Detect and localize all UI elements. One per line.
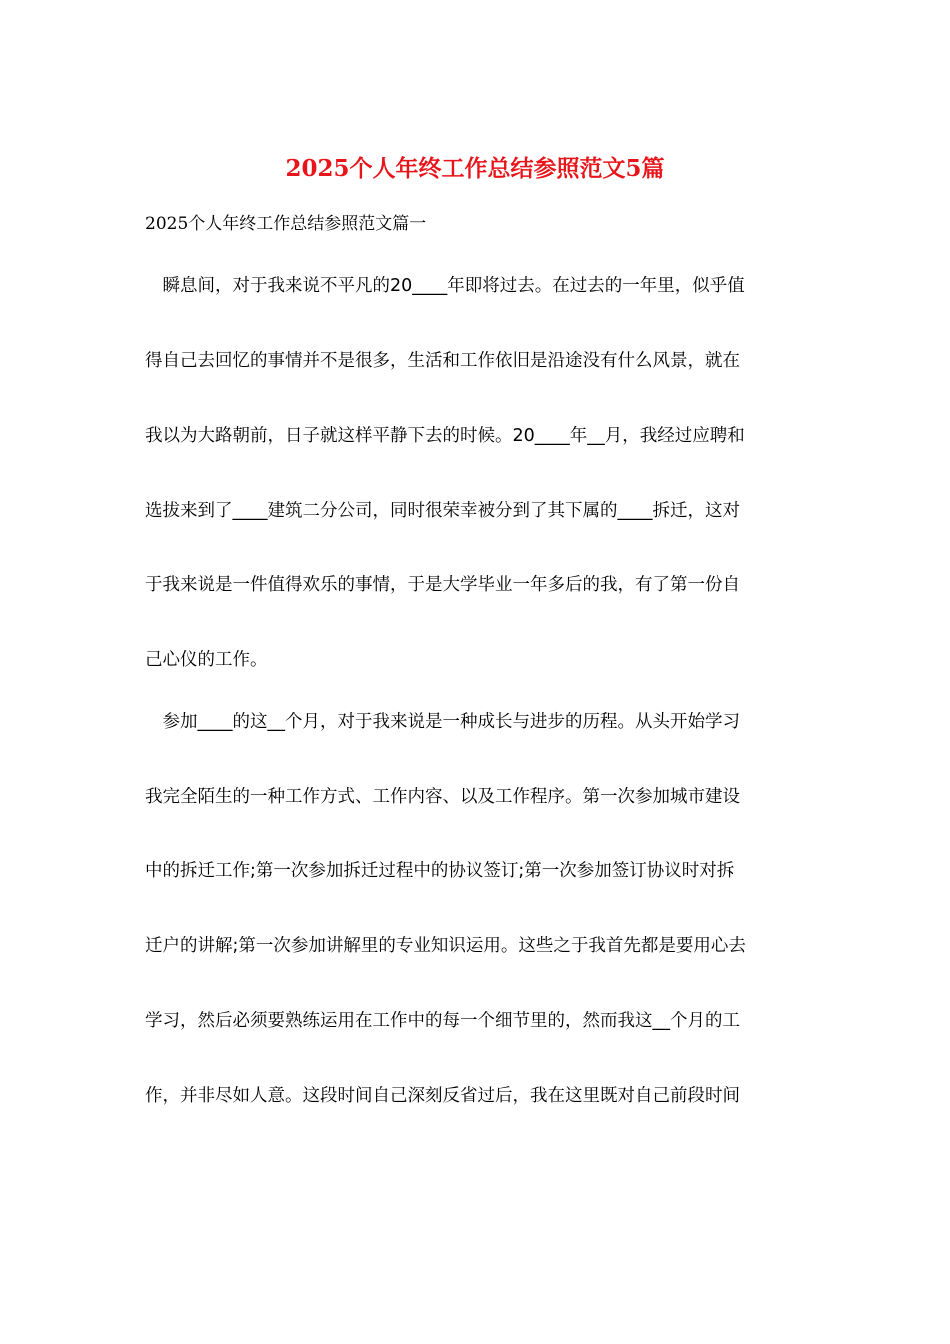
section-heading: 2025个人年终工作总结参照范文篇一 (145, 214, 427, 234)
paragraph-line: 得自己去回忆的事情并不是很多，生活和工作依旧是沿途没有什么风景，就在 (145, 351, 740, 371)
paragraph-line: 我完全陌生的一种工作方式、工作内容、以及工作程序。第一次参加城市建设 (145, 787, 740, 807)
paragraph-line: 于我来说是一件值得欢乐的事情，于是大学毕业一年多后的我，有了第一份自 (145, 575, 740, 595)
paragraph-line: 中的拆迁工作;第一次参加拆迁过程中的协议签订;第一次参加签订协议时对拆 (145, 861, 735, 881)
paragraph-line: 我以为大路朝前，日子就这样平静下去的时候。20____年__月，我经过应聘和 (145, 426, 745, 446)
paragraph-line: 选拔来到了____建筑二分公司，同时很荣幸被分到了其下属的____拆迁，这对 (145, 501, 740, 521)
paragraph-line: 瞬息间，对于我来说不平凡的20____年即将过去。在过去的一年里，似乎值 (145, 276, 745, 296)
paragraph-line: 参加____的这__个月，对于我来说是一种成长与进步的历程。从头开始学习 (145, 712, 740, 732)
paragraph-line: 迁户的讲解;第一次参加讲解里的专业知识运用。这些之于我首先都是要用心去 (145, 936, 746, 956)
paragraph-line: 作，并非尽如人意。这段时间自己深刻反省过后，我在这里既对自己前段时间 (145, 1086, 740, 1106)
document-title: 2025个人年终工作总结参照范文5篇 (285, 155, 665, 182)
paragraph-line: 学习，然后必须要熟练运用在工作中的每一个细节里的，然而我这__个月的工 (145, 1011, 740, 1031)
paragraph-line: 己心仪的工作。 (145, 650, 268, 670)
